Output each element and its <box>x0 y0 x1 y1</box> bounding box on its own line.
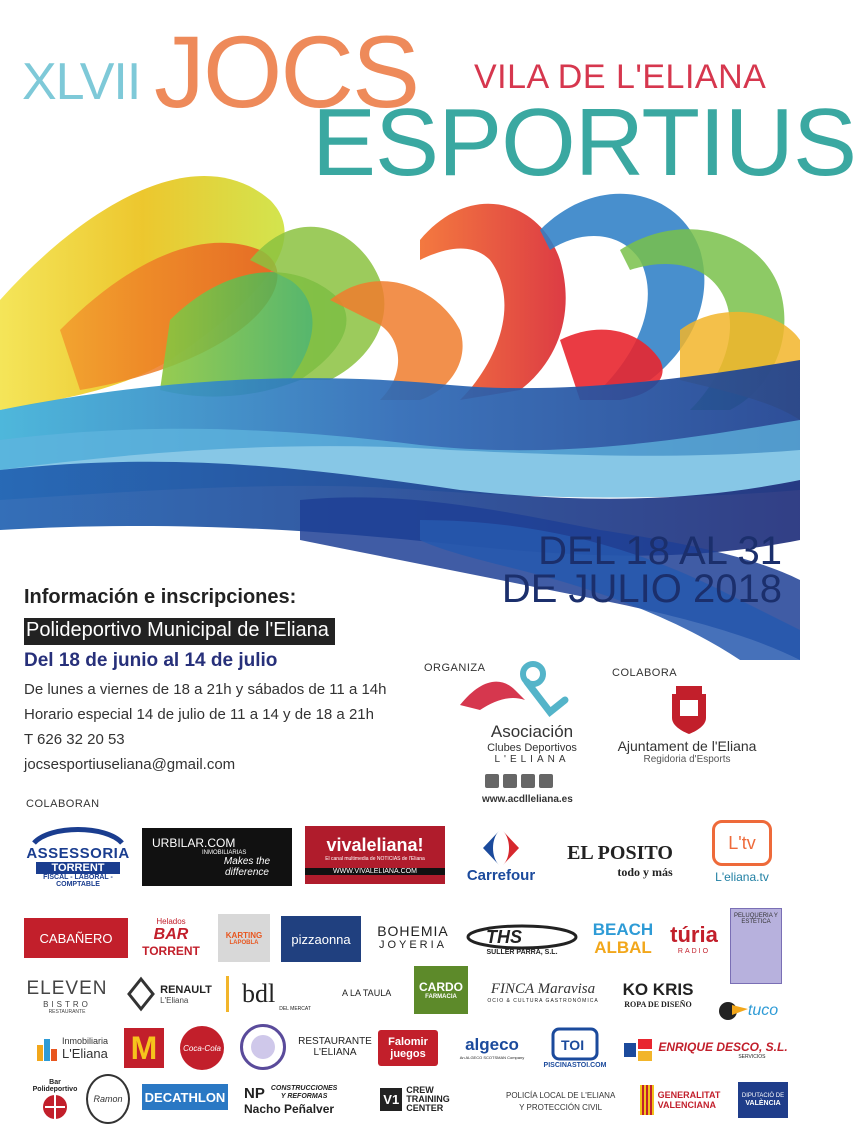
bohemia-sub: JOYERIA <box>378 939 448 951</box>
crew-line1: CREW <box>406 1084 434 1095</box>
acd-name <box>470 722 594 765</box>
instagram-icon[interactable] <box>521 774 535 788</box>
organiza-label: ORGANIZA <box>424 662 486 674</box>
ajuntament-crest-icon <box>668 684 710 736</box>
generalitat-line2: VALENCIANA <box>657 1100 716 1110</box>
ajuntament-dept: Regidoria d'Esports <box>643 754 731 765</box>
cardo-name: CARDO <box>419 980 463 994</box>
event-dates-line1: DEL 18 AL 31 <box>538 529 782 573</box>
sponsor-peluqueria: PELUQUERIA Y ESTÉTICA <box>730 908 782 984</box>
urbilar-sub: INMOBILIARIAS <box>202 850 247 856</box>
event-dates <box>501 529 782 611</box>
tucan-name: tuco <box>747 1002 779 1019</box>
algeco-name: algeco <box>465 1034 519 1054</box>
elposito-name: EL POSITO <box>567 842 673 864</box>
title-esportius: ESPORTIUS <box>312 89 856 196</box>
generalitat-bars-icon <box>640 1085 654 1115</box>
sponsor-falomir <box>378 1030 438 1066</box>
sponsor-urbilar <box>142 828 292 886</box>
sponsor-bar-polideportivo <box>30 1076 80 1124</box>
sponsor-piscinas-toi <box>540 1020 610 1074</box>
sponsor-pizzaonna: pizzaonna <box>281 916 361 962</box>
crew-logo: V1 <box>380 1088 402 1111</box>
inmobiliaria-name: Inmobiliaria <box>61 1035 109 1046</box>
info-registration-period: Del 18 de junio al 14 de julio <box>24 650 278 671</box>
social-icons <box>483 774 555 793</box>
renault-sub: L'Eliana <box>160 995 189 1005</box>
vivaeliana-tag: El canal multimedia de NOTICIAS de l'Eliana <box>325 856 425 862</box>
ko-kris-name: KO KRIS <box>622 979 694 999</box>
buildings-icon <box>36 1035 58 1061</box>
youtube-icon[interactable] <box>539 774 553 788</box>
sponsor-decathlon: DECATHLON <box>142 1084 228 1110</box>
inmobiliaria-sub: L'Eliana <box>61 1045 108 1061</box>
ball-icon <box>41 1093 69 1121</box>
acd-website[interactable]: www.acdlleliana.es <box>482 794 573 805</box>
event-dates-line2: DE JULIO 2018 <box>501 567 782 611</box>
sponsor-vivaeliana <box>305 826 445 884</box>
diputacio-line1: DIPUTACIÓ DE <box>741 1093 785 1099</box>
bdl-tag: DEL MERCAT <box>279 1006 311 1012</box>
karting-sub: LAPOBLA <box>229 939 259 946</box>
info-email[interactable]: jocsesportiuseliana@gmail.com <box>24 756 236 773</box>
elposito-tag: todo y más <box>617 865 673 879</box>
cardo-sub: FARMACIA <box>425 994 457 1000</box>
sponsor-restaurante-eliana <box>296 1030 374 1064</box>
assessoria-arch-icon <box>30 827 126 845</box>
facebook-icon[interactable] <box>485 774 499 788</box>
np-name: Nacho Peñalver <box>244 1101 335 1116</box>
sponsor-enrique-desco <box>624 1034 788 1066</box>
enrique-desco-name: ENRIQUE DESCO, S.L. <box>658 1040 788 1054</box>
falomir-name: Falomir <box>388 1036 428 1048</box>
crew-line3: CENTER <box>406 1102 444 1113</box>
sponsor-helados-bar-torrent <box>136 912 206 962</box>
np-line1: CONSTRUCCIONES <box>270 1085 338 1092</box>
club-badge-icon <box>248 1032 278 1062</box>
twitter-icon[interactable] <box>503 774 517 788</box>
eleven-name: ELEVEN <box>26 977 108 999</box>
beach-albal-line2: ALBAL <box>594 938 652 957</box>
crew-line2: TRAINING <box>406 1093 450 1104</box>
assessoria-tag: FISCAL - LABORAL - COMPTABLE <box>43 873 113 888</box>
sponsor-karting <box>218 914 270 962</box>
turia-radio-sub: RADIO <box>677 947 711 955</box>
karting-name: KARTING <box>225 930 263 940</box>
sponsor-club-badge <box>240 1024 286 1070</box>
edition-numeral: XLVII <box>22 53 141 111</box>
urbilar-tag: Makes the difference <box>223 856 271 878</box>
sponsor-diputacio <box>738 1082 788 1118</box>
ajuntament-text <box>612 738 762 765</box>
subtitle-vila: VILA DE L'ELIANA <box>474 58 767 96</box>
urbilar-name: URBILAR.COM <box>152 836 236 850</box>
suller-truck-icon <box>466 923 578 949</box>
renault-diamond-icon <box>128 978 154 1010</box>
diputacio-line2: VALÈNCIA <box>745 1100 781 1107</box>
policia-line1: POLICÍA LOCAL DE L'ELIANA <box>506 1091 616 1100</box>
vivaeliana-url: WWW.VIVALELIANA.COM <box>305 868 445 875</box>
sponsor-ramon: Ramon <box>86 1074 130 1124</box>
piscinas-icon <box>550 1026 600 1062</box>
sponsor-nacho-penalver <box>244 1078 360 1122</box>
sponsor-ko-kris <box>616 974 700 1014</box>
turia-radio-name: túria <box>670 921 718 947</box>
sponsor-beach-albal <box>588 918 658 960</box>
assessoria-name: ASSESSORIA <box>26 844 130 862</box>
leliana-tv-name: L'eliana.tv <box>715 870 769 884</box>
sponsor-elposito <box>554 838 686 884</box>
svg-text:THS: THS <box>486 926 522 947</box>
bdl-name: bdl <box>242 979 276 1008</box>
acd-name-line3: L'ELIANA <box>494 754 570 765</box>
ajuntament-name: Ajuntament de l'Eliana <box>617 738 757 754</box>
sponsor-crew-training <box>370 1082 460 1116</box>
info-special-hours: Horario especial 14 de julio de 11 a 14 y de 18 a 21h <box>24 706 374 723</box>
sponsor-renault <box>120 974 220 1014</box>
helados-bar-sub: TORRENT <box>142 943 200 958</box>
beach-albal-line1: BEACH <box>592 920 654 939</box>
divider <box>226 976 229 1012</box>
restaurante-eliana-name: RESTAURANTE <box>298 1036 372 1047</box>
sponsor-mcdonalds: M <box>124 1028 164 1068</box>
sponsor-leliana-tv <box>700 814 784 890</box>
carrefour-icon <box>479 829 523 867</box>
policia-local <box>506 1090 615 1114</box>
carrefour-name: Carrefour <box>466 866 536 884</box>
enrique-desco-icon <box>624 1039 654 1061</box>
falomir-sub: juegos <box>390 1048 426 1060</box>
acd-logo-icon <box>455 660 575 720</box>
sponsor-cardo-farmacia <box>414 966 468 1014</box>
info-venue: Polideportivo Municipal de l'Eliana <box>24 618 335 645</box>
bohemia-name: BOHEMIA <box>377 923 449 939</box>
np-line2: Y REFORMAS <box>280 1093 328 1100</box>
suller-name: SULLER PARRA, S.L. <box>486 948 558 956</box>
sponsor-inmobiliaria-eliana <box>28 1030 116 1066</box>
eleven-tag: RESTAURANTE <box>48 1008 86 1015</box>
restaurante-eliana-sub: L'ELIANA <box>313 1047 357 1058</box>
bar-polideportivo-sub: Polideportivo <box>32 1086 78 1093</box>
info-phone: T 626 32 20 53 <box>24 731 125 748</box>
sponsor-carrefour <box>455 822 547 890</box>
sponsor-tucan <box>708 994 788 1028</box>
title-jocs: JOCS <box>154 15 419 129</box>
finca-maravisa-tag: OCIO & CULTURA GASTRONÓMICA <box>487 997 599 1004</box>
sponsor-algeco <box>452 1030 532 1064</box>
sponsor-a-la-taula: A LA TAULA <box>342 988 392 998</box>
svg-text:TOI: TOI <box>561 1036 585 1053</box>
sponsor-suller-parra <box>464 918 580 960</box>
sponsor-assessoria <box>24 826 132 888</box>
sponsor-generalitat <box>628 1084 732 1116</box>
info-hours: De lunes a viernes de 18 a 21h y sábados de 11 a 14h <box>24 681 387 698</box>
policia-line2: Y PROTECCIÓN CIVIL <box>519 1103 603 1112</box>
vivaeliana-name: vivaleliana! <box>326 835 424 855</box>
renault-name: RENAULT <box>160 983 212 996</box>
colabora-label: COLABORA <box>612 667 678 679</box>
enrique-desco-tag: SERVICIOS <box>738 1054 766 1060</box>
sponsor-cabanero: CABAÑERO <box>24 918 128 958</box>
leliana-tv-badge: L'tv <box>712 820 772 866</box>
generalitat-line1: GENERALITAT <box>657 1090 721 1100</box>
helados-bar-name: BAR <box>153 925 189 943</box>
info-heading: Información e inscripciones: <box>24 586 297 608</box>
toucan-icon <box>718 997 748 1025</box>
sponsor-bdl <box>242 968 334 1020</box>
bar-polideportivo-name: Bar <box>49 1079 61 1086</box>
sponsor-eleven-bistro <box>24 974 110 1018</box>
sponsor-finca-maravisa <box>480 972 606 1012</box>
assessoria-sub: TORRENT <box>36 862 121 874</box>
sponsor-cocacola: Coca-Cola <box>180 1026 224 1070</box>
helados-bar-top: Helados <box>156 916 186 926</box>
acd-name-line2: Clubes Deportivos <box>487 742 577 754</box>
colaboran-label: COLABORAN <box>26 798 100 810</box>
ko-kris-tag: ROPA DE DISEÑO <box>624 999 692 1009</box>
np-logo: NP <box>244 1084 265 1102</box>
piscinas-name: PISCINASTOI.COM <box>543 1061 607 1069</box>
finca-maravisa-name: FINCA Maravisa <box>490 980 596 997</box>
algeco-tag: An ALGECO SCOTSMAN Company <box>459 1054 525 1060</box>
eleven-sub: BISTRO <box>43 999 91 1009</box>
acd-name-line1: Asociación <box>490 722 574 741</box>
sponsor-bohemia <box>370 918 456 956</box>
sponsor-turia-radio <box>666 914 722 962</box>
